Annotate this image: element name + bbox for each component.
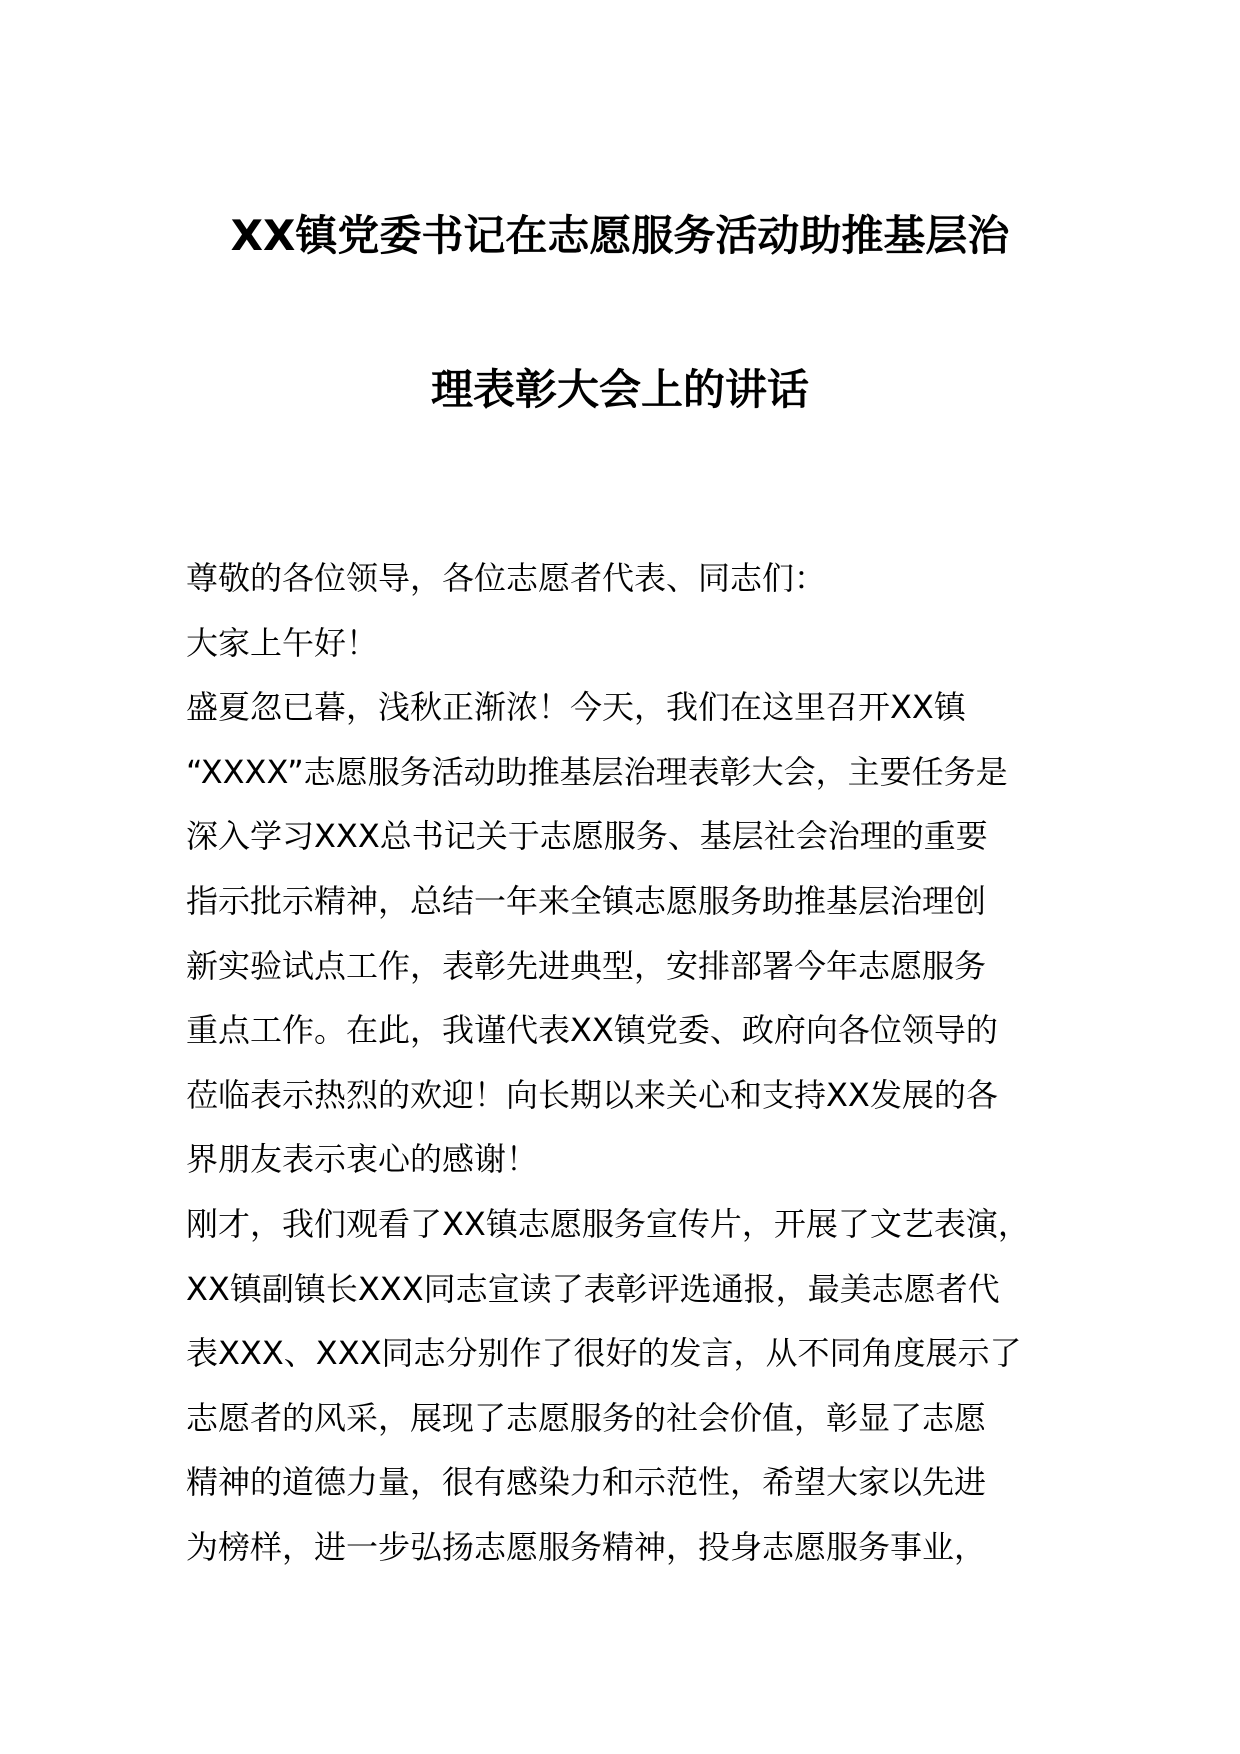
document-body (186, 546, 1086, 1580)
body-line: 精神的道德力量，很有感染力和示范性，希望大家以先进 (186, 1463, 987, 1502)
body-line: 界朋友表示衷心的感谢！ (186, 1140, 539, 1179)
body-line: 重点工作。在此，我谨代表XX镇党委、政府向各位领导的 (186, 1011, 998, 1050)
body-line: 莅临表示热烈的欢迎！向长期以来关心和支持XX发展的各 (186, 1075, 998, 1114)
body-line: 表XXX、XXX同志分别作了很好的发言，从不同角度展示了 (186, 1334, 1022, 1373)
body-line: 志愿者的风采，展现了志愿服务的社会价值，彰显了志愿 (186, 1398, 987, 1437)
body-line: 指示批示精神，总结一年来全镇志愿服务助推基层治理创 (186, 881, 987, 920)
body-line: 为榜样，进一步弘扬志愿服务精神，投身志愿服务事业， (186, 1527, 987, 1566)
body-line: 新实验试点工作，表彰先进典型，安排部署今年志愿服务 (186, 946, 987, 985)
document-title-line-1: XX镇党委书记在志愿服务活动助推基层治 (230, 211, 1010, 260)
body-line: 尊敬的各位领导，各位志愿者代表、同志们： (186, 559, 827, 597)
body-line: XX镇副镇长XXX同志宣读了表彰评选通报，最美志愿者代 (186, 1269, 1000, 1308)
body-line: 大家上午好！ (186, 623, 379, 662)
body-line: 盛夏忽已暮，浅秋正渐浓！今天，我们在这里召开XX镇 (186, 688, 966, 727)
body-line: 刚才，我们观看了XX镇志愿服务宣传片，开展了文艺表演， (186, 1204, 1030, 1243)
body-line: “XXXX”志愿服务活动助推基层治理表彰大会，主要任务是 (186, 752, 1008, 791)
body-line: 深入学习XXX总书记关于志愿服务、基层社会治理的重要 (186, 817, 988, 856)
document-title-line-2: 理表彰大会上的讲话 (430, 365, 809, 414)
